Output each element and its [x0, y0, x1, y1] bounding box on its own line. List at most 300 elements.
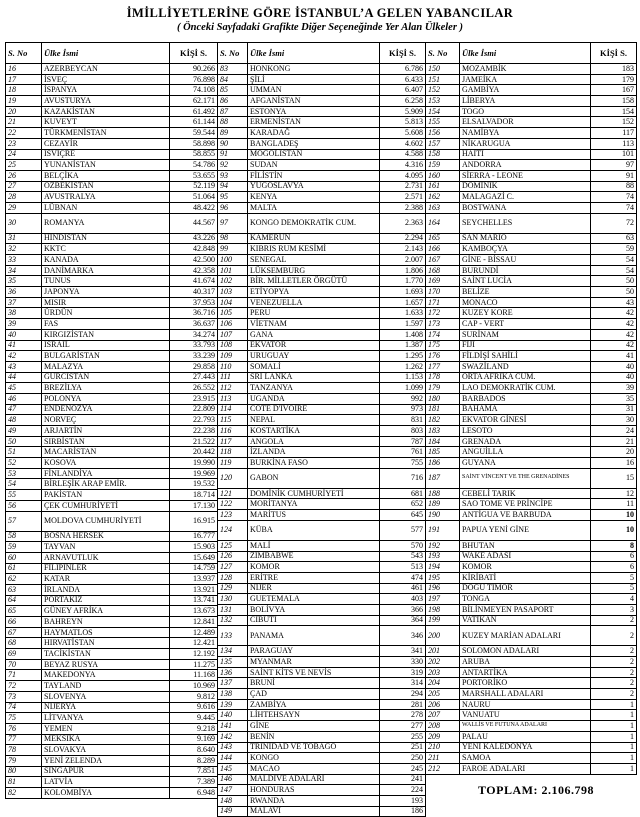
row-number: 185 [426, 447, 460, 458]
table-row [218, 626, 426, 646]
row-number: 161 [426, 181, 460, 192]
country-name: ORTA AFRİKA CUM. [460, 372, 591, 383]
table-row [6, 319, 218, 330]
visitor-count: 278 [380, 710, 426, 721]
visitor-count: 1 [591, 763, 637, 774]
visitor-count: 74 [591, 202, 637, 213]
visitor-count: 1.262 [380, 361, 426, 372]
visitor-count: 21.522 [170, 436, 218, 447]
table-row [6, 542, 218, 553]
visitor-count: 2.571 [380, 192, 426, 203]
visitor-count: 30 [591, 415, 637, 426]
row-number: 114 [218, 404, 248, 415]
row-number: 177 [426, 361, 460, 372]
table-row [218, 657, 426, 668]
table-row [218, 319, 426, 330]
visitor-count: 4.602 [380, 138, 426, 149]
row-number: 166 [426, 244, 460, 255]
visitor-count: 251 [380, 742, 426, 753]
country-name: BİLİNMEYEN PASAPORT [460, 604, 591, 615]
table-row [218, 667, 426, 678]
row-number: 116 [218, 426, 248, 437]
table-row [218, 615, 426, 626]
country-name: GİNE [248, 721, 380, 732]
visitor-count: 403 [380, 594, 426, 605]
country-name: PANAMA [248, 626, 380, 646]
country-name: ANGUİLLA [460, 447, 591, 458]
country-name: ERMENİSTAN [248, 117, 380, 128]
visitor-count: 61.144 [170, 117, 218, 128]
table-row [6, 617, 218, 628]
row-number: 141 [218, 721, 248, 732]
page-subtitle: ( Önceki Sayfadaki Grafikte Diğer Seçeneğinde Yer Alan Ülkeler ) [176, 22, 464, 33]
row-number: 171 [426, 297, 460, 308]
country-name: MACAO [248, 763, 380, 774]
table-row [6, 574, 218, 585]
row-number: 178 [426, 372, 460, 383]
country-name: TRİNİDAD VE TOBAGO [248, 742, 380, 753]
visitor-count: 54 [591, 255, 637, 266]
row-number: 156 [426, 128, 460, 139]
table-row [6, 766, 218, 777]
visitor-count: 13.673 [170, 606, 218, 617]
visitor-count: 20.442 [170, 447, 218, 458]
country-name: SEYCHELLES [460, 213, 591, 233]
table-row [218, 383, 426, 394]
table-row [218, 721, 426, 732]
table-row [218, 329, 426, 340]
header-count: KİŞİ S. [591, 43, 637, 64]
table-row [218, 255, 426, 266]
visitor-count: 5 [591, 583, 637, 594]
table-row [218, 520, 426, 540]
country-name: WAKE ADASI [460, 551, 591, 562]
row-number: 142 [218, 731, 248, 742]
row-number: 152 [426, 85, 460, 96]
table-row [426, 415, 637, 426]
country-name: BREZİLYA [42, 383, 170, 394]
table-row [218, 774, 426, 785]
table-row [426, 361, 637, 372]
row-number: 19 [6, 96, 42, 107]
table-row [218, 96, 426, 107]
visitor-count: 1.633 [380, 308, 426, 319]
visitor-count: 1.408 [380, 329, 426, 340]
table-row [218, 742, 426, 753]
table-row [218, 244, 426, 255]
country-name: CAP - VERT [460, 319, 591, 330]
row-number: 140 [218, 710, 248, 721]
row-number: 184 [426, 436, 460, 447]
table-row [6, 436, 218, 447]
country-name: VATİKAN [460, 615, 591, 626]
visitor-count: 12.421 [170, 638, 218, 649]
table-row [426, 181, 637, 192]
row-number: 144 [218, 753, 248, 764]
table-row [218, 426, 426, 437]
table-row [426, 753, 637, 764]
visitor-count: 2.363 [380, 213, 426, 233]
country-name: DOMİNİK CUMHURİYETİ [248, 488, 380, 499]
visitor-count: 9.169 [170, 734, 218, 745]
country-name: ARUBA [460, 657, 591, 668]
table-row [426, 510, 637, 521]
table-row [218, 340, 426, 351]
row-number: 87 [218, 106, 248, 117]
row-number: 64 [6, 595, 42, 606]
country-name: İZLANDA [248, 447, 380, 458]
row-number: 176 [426, 351, 460, 362]
table-row [218, 128, 426, 139]
row-number: 136 [218, 667, 248, 678]
table-row [426, 626, 637, 646]
row-number: 200 [426, 626, 460, 646]
country-name: LÜBNAN [42, 202, 170, 213]
table-row [218, 458, 426, 469]
visitor-count: 314 [380, 678, 426, 689]
table-row [6, 734, 218, 745]
country-name: ERİTRE [248, 572, 380, 583]
visitor-count: 35 [591, 393, 637, 404]
table-row [426, 117, 637, 128]
row-number: 180 [426, 393, 460, 404]
table-row [426, 458, 637, 469]
visitor-count: 7.851 [170, 766, 218, 777]
visitor-count: 1 [591, 753, 637, 764]
country-name: NAURU [460, 699, 591, 710]
row-number: 97 [218, 213, 248, 233]
country-name: ENDENOZYA [42, 404, 170, 415]
row-number: 30 [6, 213, 42, 233]
visitor-count: 9.218 [170, 723, 218, 734]
visitor-count: 2.388 [380, 202, 426, 213]
table-row [6, 563, 218, 574]
country-name: ANGOLA [248, 436, 380, 447]
table-row [426, 551, 637, 562]
visitor-count: 186 [380, 806, 426, 817]
row-number: 208 [426, 721, 460, 732]
country-name: ÖZBEKİSTAN [42, 181, 170, 192]
row-number: 59 [6, 542, 42, 553]
country-name: AVUSTURYA [42, 96, 170, 107]
visitor-count: 11.275 [170, 659, 218, 670]
country-name: SİNGAPUR [42, 766, 170, 777]
table-row [426, 393, 637, 404]
country-name: İSVEÇ [42, 74, 170, 85]
row-number: 172 [426, 308, 460, 319]
visitor-count: 24 [591, 426, 637, 437]
table-row [218, 181, 426, 192]
country-name: YENİ KALEDONYA [460, 742, 591, 753]
row-number: 121 [218, 488, 248, 499]
country-name: MISIR [42, 297, 170, 308]
row-number: 99 [218, 244, 248, 255]
country-name: TOGO [460, 106, 591, 117]
visitor-count: 72 [591, 213, 637, 233]
row-number: 108 [218, 340, 248, 351]
table-row [218, 562, 426, 573]
visitor-count: 52.119 [170, 181, 218, 192]
country-name: POLONYA [42, 393, 170, 404]
country-name: KIBRIS RUM KESİMİ [248, 244, 380, 255]
visitor-count: 42.500 [170, 255, 218, 266]
visitor-count: 513 [380, 562, 426, 573]
visitor-count: 42 [591, 308, 637, 319]
country-name: ETİYOPYA [248, 287, 380, 298]
visitor-count: 53.655 [170, 170, 218, 181]
visitor-count: 152 [591, 117, 637, 128]
country-name: YENİ ZELENDA [42, 755, 170, 766]
country-name: İSVİÇRE [42, 149, 170, 160]
visitor-count: 2 [591, 657, 637, 668]
visitor-count: 50 [591, 287, 637, 298]
country-name: KOMOR [460, 562, 591, 573]
row-number: 139 [218, 699, 248, 710]
visitor-count: 15.903 [170, 542, 218, 553]
country-name: TACİKİSTAN [42, 649, 170, 660]
table-row [6, 479, 218, 490]
row-number: 163 [426, 202, 460, 213]
visitor-count: 6.786 [380, 64, 426, 75]
table-row [6, 500, 218, 511]
visitor-count: 54 [591, 265, 637, 276]
table-row [426, 436, 637, 447]
table-row [426, 319, 637, 330]
table-row [6, 340, 218, 351]
row-number: 195 [426, 572, 460, 583]
visitor-count: 13.741 [170, 595, 218, 606]
visitor-count: 831 [380, 415, 426, 426]
table-row [426, 170, 637, 181]
country-name: KIRGIZİSTAN [42, 329, 170, 340]
visitor-count: 42.358 [170, 265, 218, 276]
table-row [426, 383, 637, 394]
country-name: MARİTUS [248, 510, 380, 521]
country-name: PORTAKİZ [42, 595, 170, 606]
country-name: VANUATU [460, 710, 591, 721]
row-number: 85 [218, 85, 248, 96]
country-name: RWANDA [248, 795, 380, 806]
table-row [6, 670, 218, 681]
visitor-count: 76.898 [170, 74, 218, 85]
table-row [426, 742, 637, 753]
visitor-count: 4 [591, 594, 637, 605]
row-number: 137 [218, 678, 248, 689]
table-row [218, 213, 426, 233]
visitor-count: 9.445 [170, 713, 218, 724]
header-sno: S. No [426, 43, 460, 64]
country-name: MORİTANYA [248, 499, 380, 510]
country-name: LÜKSEMBURG [248, 265, 380, 276]
visitor-count: 22.809 [170, 404, 218, 415]
visitor-count: 63 [591, 233, 637, 244]
row-number: 54 [6, 479, 42, 490]
row-number: 47 [6, 404, 42, 415]
country-name: KOSTARTİKA [248, 426, 380, 437]
row-number: 84 [218, 74, 248, 85]
visitor-count: 39 [591, 383, 637, 394]
table-row [6, 681, 218, 692]
visitor-count: 36.716 [170, 308, 218, 319]
country-name: FİLİPİNLER [42, 563, 170, 574]
country-name: BELÇİKA [42, 170, 170, 181]
country-name: CİBUTİ [248, 615, 380, 626]
visitor-count: 341 [380, 646, 426, 657]
table-row [218, 276, 426, 287]
country-name: HONKONG [248, 64, 380, 75]
row-number: 124 [218, 520, 248, 540]
visitor-count: 44.567 [170, 213, 218, 233]
country-name: KENYA [248, 192, 380, 203]
table-row [6, 649, 218, 660]
country-name: ARNAVUTLUK [42, 552, 170, 563]
country-name: FİNLANDİYA [42, 468, 170, 479]
visitor-count: 8 [591, 540, 637, 551]
row-number: 157 [426, 138, 460, 149]
table-row [218, 297, 426, 308]
visitor-count: 5.813 [380, 117, 426, 128]
visitor-count: 2.731 [380, 181, 426, 192]
table-row [6, 490, 218, 501]
row-number: 27 [6, 181, 42, 192]
row-number: 155 [426, 117, 460, 128]
table-row [218, 436, 426, 447]
table-row [6, 244, 218, 255]
country-name: KARADAĞ [248, 128, 380, 139]
header-country: Ülke İsmi [460, 43, 591, 64]
row-number: 81 [6, 777, 42, 788]
visitor-count: 12.841 [170, 617, 218, 628]
country-name: SAİNT VİNCENT VE THE GRENADİNES [460, 468, 591, 488]
visitor-count: 42 [591, 340, 637, 351]
table-row [6, 595, 218, 606]
visitor-count: 54.786 [170, 160, 218, 171]
country-name: İSRAİL [42, 340, 170, 351]
country-name: KOSOVA [42, 458, 170, 469]
row-number: 53 [6, 468, 42, 479]
row-number: 199 [426, 615, 460, 626]
table-row [426, 763, 637, 774]
visitor-count: 577 [380, 520, 426, 540]
table-row [218, 785, 426, 796]
country-name: BAHREYN [42, 617, 170, 628]
country-name: MONACO [460, 297, 591, 308]
table-row [6, 458, 218, 469]
country-name: SAO TOME VE PRİNCİPE [460, 499, 591, 510]
country-name: TAYVAN [42, 542, 170, 553]
visitor-count: 43.226 [170, 233, 218, 244]
table-row [6, 777, 218, 788]
row-number: 129 [218, 583, 248, 594]
row-number: 190 [426, 510, 460, 521]
visitor-count: 20 [591, 447, 637, 458]
country-name: SENEGAL [248, 255, 380, 266]
row-number: 57 [6, 511, 42, 531]
header-count: KİŞİ S. [170, 43, 218, 64]
row-number: 154 [426, 106, 460, 117]
table-row [426, 149, 637, 160]
row-number: 100 [218, 255, 248, 266]
row-number: 123 [218, 510, 248, 521]
visitor-count: 1.153 [380, 372, 426, 383]
row-number: 187 [426, 468, 460, 488]
visitor-count: 4.588 [380, 149, 426, 160]
table-row [6, 788, 218, 799]
country-name: ANTİGUA VE BARBUDA [460, 510, 591, 521]
visitor-count: 6 [591, 562, 637, 573]
country-name: PERU [248, 308, 380, 319]
row-number: 31 [6, 233, 42, 244]
visitor-count: 18.714 [170, 490, 218, 501]
visitor-count: 281 [380, 699, 426, 710]
country-name: MAKEDONYA [42, 670, 170, 681]
visitor-count: 13.937 [170, 574, 218, 585]
country-name: PAKİSTAN [42, 490, 170, 501]
row-number: 201 [426, 646, 460, 657]
row-number: 50 [6, 436, 42, 447]
row-number: 94 [218, 181, 248, 192]
visitor-count: 681 [380, 488, 426, 499]
country-name: AVUSTRALYA [42, 192, 170, 203]
visitor-count: 6.948 [170, 788, 218, 799]
table-row [6, 606, 218, 617]
row-number: 32 [6, 244, 42, 255]
table-row [6, 426, 218, 437]
country-name: CEZAYİR [42, 138, 170, 149]
table-row [426, 308, 637, 319]
table-row [218, 138, 426, 149]
country-name: MOLDOVA CUMHURİYETİ [42, 511, 170, 531]
visitor-count: 543 [380, 551, 426, 562]
country-name: NİJERYA [42, 702, 170, 713]
row-number: 117 [218, 436, 248, 447]
table-row [426, 372, 637, 383]
row-number: 36 [6, 287, 42, 298]
table-row [6, 170, 218, 181]
country-name: DOĞU TİMOR [460, 583, 591, 594]
country-name: MALAZYA [42, 361, 170, 372]
country-name: VİETNAM [248, 319, 380, 330]
row-number: 44 [6, 372, 42, 383]
country-name: İSPANYA [42, 85, 170, 96]
row-number: 109 [218, 351, 248, 362]
table-row [218, 499, 426, 510]
country-name: BARBADOS [460, 393, 591, 404]
country-name: TUNUS [42, 276, 170, 287]
table-row [426, 297, 637, 308]
row-number: 68 [6, 638, 42, 649]
country-name: GÜRCİSTAN [42, 372, 170, 383]
row-number: 101 [218, 265, 248, 276]
row-number: 63 [6, 584, 42, 595]
table-row [218, 202, 426, 213]
visitor-count: 91 [591, 170, 637, 181]
table-row [218, 170, 426, 181]
visitor-count: 59 [591, 244, 637, 255]
country-name: FİLİSTİN [248, 170, 380, 181]
table-row [6, 149, 218, 160]
visitor-count: 2 [591, 646, 637, 657]
row-number: 73 [6, 691, 42, 702]
visitor-count: 645 [380, 510, 426, 521]
visitor-count: 755 [380, 458, 426, 469]
country-name: EKVATOR GİNESİ [460, 415, 591, 426]
row-number: 189 [426, 499, 460, 510]
country-name: SURİNAM [460, 329, 591, 340]
country-name: GAMBİYA [460, 85, 591, 96]
table-row [218, 468, 426, 488]
country-name: KOMOR [248, 562, 380, 573]
